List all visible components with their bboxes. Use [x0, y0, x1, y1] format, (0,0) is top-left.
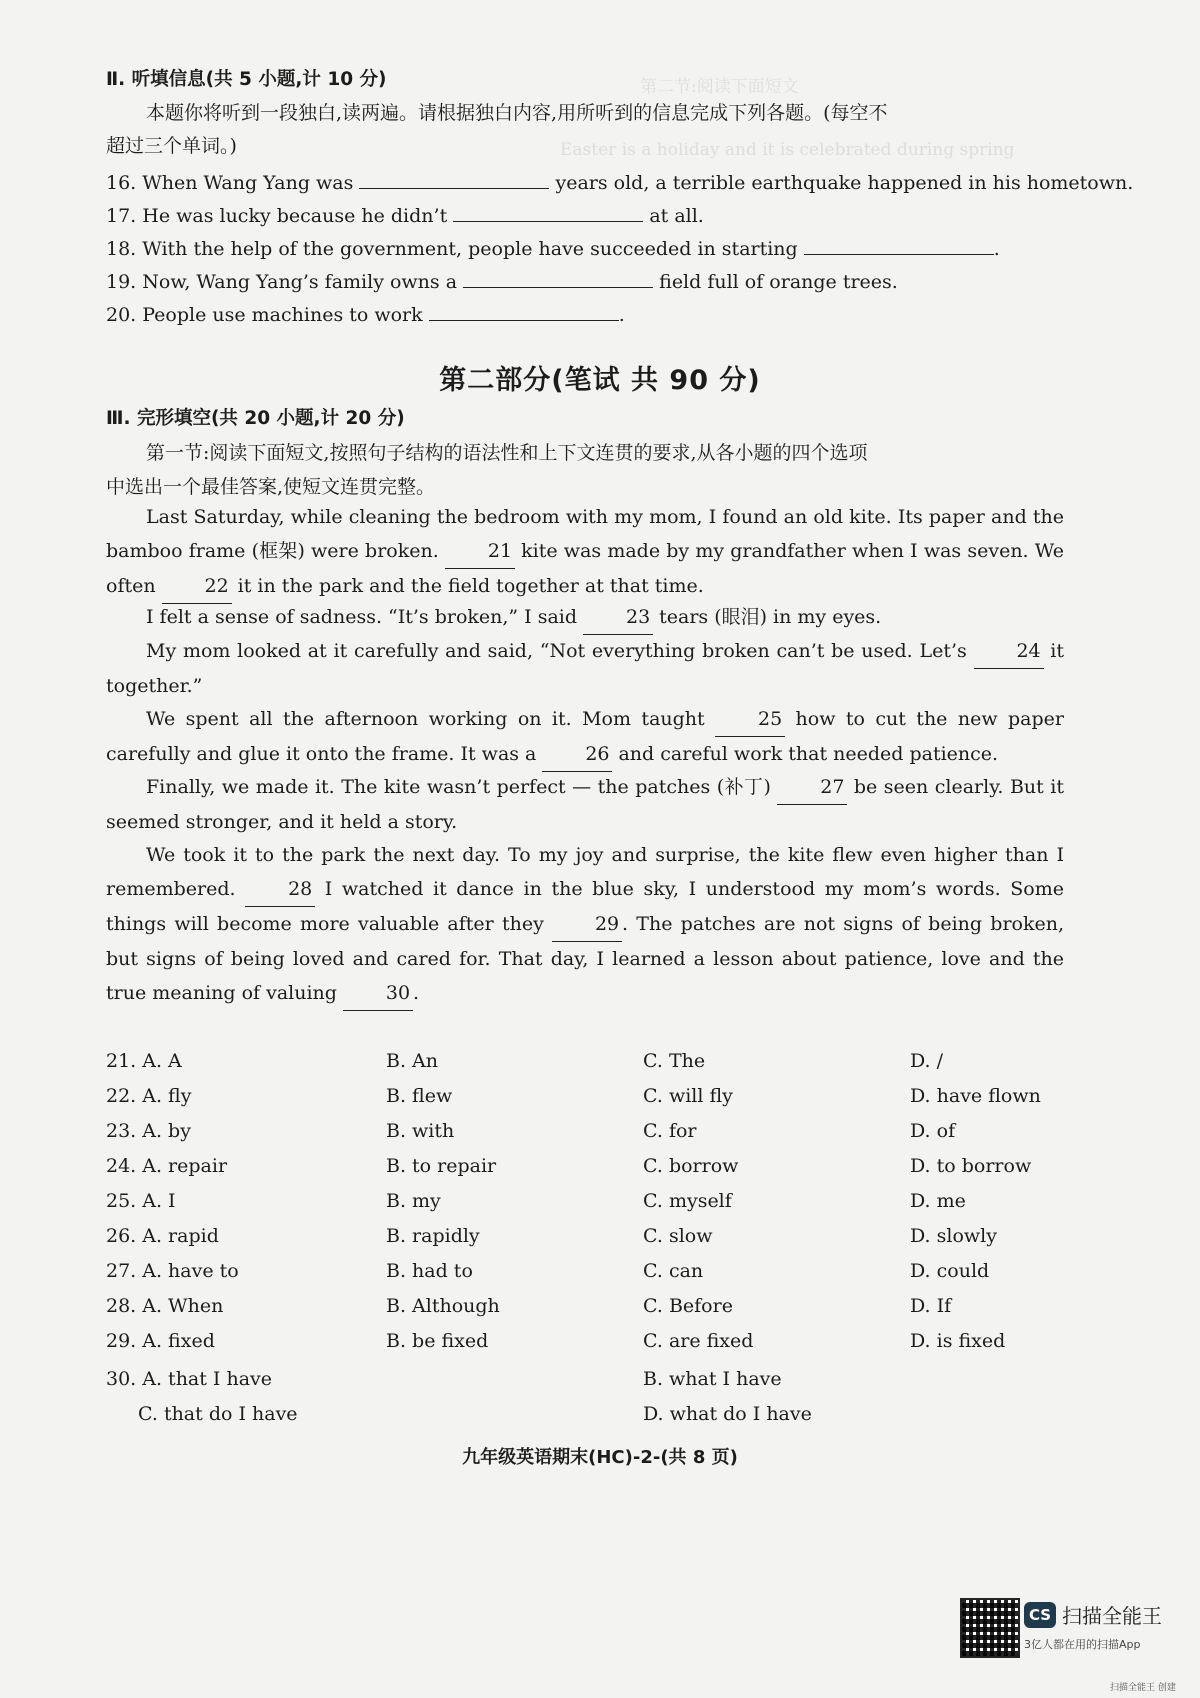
passage-text: . The patches are not signs of being broken, but signs of being loved and cared for. That day, I learned a lesson about patience, love and the true meaning of valuing	[106, 913, 1064, 1004]
passage-text: tears (眼泪) in my eyes.	[653, 606, 882, 628]
passage-text: We took it to the park the next day. To my joy and surprise, the kite flew even higher than I remembered.	[106, 844, 1064, 900]
passage-text: I felt a sense of sadness. “It’s broken,” I said	[146, 606, 584, 628]
cloze-blank-30[interactable]: 30	[343, 976, 413, 1011]
question-19: 19. Now, Wang Yang’s family owns a field full of orange trees.	[106, 267, 898, 295]
option-25-a[interactable]: 25. A. I	[106, 1190, 176, 1212]
option-27-a[interactable]: 27. A. have to	[106, 1260, 239, 1282]
answer-blank-19[interactable]	[463, 267, 653, 288]
option-23-c[interactable]: C. for	[643, 1120, 697, 1142]
cloze-blank-26[interactable]: 26	[542, 737, 612, 772]
passage-text: kite was made by my grandfather when I was seven. We often	[106, 540, 1064, 597]
option-21-a[interactable]: 21. A. A	[106, 1050, 182, 1072]
option-26-b[interactable]: B. rapidly	[386, 1225, 480, 1247]
scanner-app-name: 扫描全能王	[1062, 1604, 1162, 1628]
option-29-c[interactable]: C. are fixed	[643, 1330, 754, 1352]
option-30-a[interactable]: 30. A. that I have	[106, 1368, 273, 1390]
question-17: 17. He was lucky because he didn’t at all.	[106, 201, 704, 229]
page-footer: 九年级英语期末(HC)-2-(共 8 页)	[462, 1447, 738, 1468]
cloze-blank-27[interactable]: 27	[777, 770, 847, 805]
option-22-d[interactable]: D. have flown	[910, 1085, 1041, 1107]
option-26-d[interactable]: D. slowly	[910, 1225, 997, 1247]
option-23-d[interactable]: D. of	[910, 1120, 956, 1142]
option-22-c[interactable]: C. will fly	[643, 1085, 733, 1107]
answer-blank-16[interactable]	[359, 168, 549, 189]
option-21-c[interactable]: C. The	[643, 1050, 706, 1072]
passage-paragraph-5	[106, 770, 1064, 839]
passage-text: Last Saturday, while cleaning the bedroom with my mom, I found an old kite. Its paper and the bamboo frame (框架) were broken.	[106, 506, 1064, 562]
answer-blank-18[interactable]	[804, 234, 994, 255]
option-23-a[interactable]: 23. A. by	[106, 1120, 191, 1142]
cloze-blank-24[interactable]: 24	[974, 634, 1044, 669]
option-27-d[interactable]: D. could	[910, 1260, 990, 1282]
option-25-b[interactable]: B. my	[386, 1190, 441, 1212]
passage-paragraph-3	[106, 634, 1064, 703]
passage-text: be seen clearly. But it seemed stronger, and it held a story.	[106, 776, 1064, 833]
qr-code-icon	[960, 1598, 1020, 1658]
bleed-through-text: Easter is a holiday and it is celebrated during spring	[560, 140, 1015, 160]
listening-instruction-2: 超过三个单词。)	[106, 135, 237, 157]
option-23-b[interactable]: B. with	[386, 1120, 455, 1142]
option-25-c[interactable]: C. myself	[643, 1190, 732, 1212]
cloze-heading: Ⅲ. 完形填空(共 20 小题,计 20 分)	[106, 408, 405, 429]
option-28-c[interactable]: C. Before	[643, 1295, 733, 1317]
scanner-created-note: 扫描全能王 创建	[1110, 1683, 1176, 1693]
listening-instruction-1: 本题你将听到一段独白,读两遍。请根据独白内容,用所听到的信息完成下列各题。(每空不	[146, 102, 888, 124]
cloze-blank-29[interactable]: 29	[552, 907, 622, 942]
option-26-a[interactable]: 26. A. rapid	[106, 1225, 219, 1247]
passage-text: it in the park and the field together at that time.	[231, 575, 704, 597]
passage-paragraph-2	[106, 600, 1064, 635]
option-22-a[interactable]: 22. A. fly	[106, 1085, 192, 1107]
option-28-a[interactable]: 28. A. When	[106, 1295, 224, 1317]
cloze-blank-28[interactable]: 28	[245, 872, 315, 907]
cloze-instruction-2: 中选出一个最佳答案,使短文连贯完整。	[106, 476, 436, 498]
answer-blank-17[interactable]	[453, 201, 643, 222]
option-24-b[interactable]: B. to repair	[386, 1155, 497, 1177]
question-16: 16. When Wang Yang was years old, a terrible earthquake happened in his hometown.	[106, 168, 1133, 196]
camscanner-logo-icon: CS	[1024, 1602, 1056, 1628]
option-22-b[interactable]: B. flew	[386, 1085, 453, 1107]
question-18: 18. With the help of the government, people have succeeded in starting .	[106, 234, 1000, 262]
option-24-c[interactable]: C. borrow	[643, 1155, 739, 1177]
option-21-d[interactable]: D. /	[910, 1050, 944, 1072]
passage-text: how to cut the new paper carefully and glue it onto the frame. It was a	[106, 708, 1064, 765]
option-24-d[interactable]: D. to borrow	[910, 1155, 1032, 1177]
option-29-a[interactable]: 29. A. fixed	[106, 1330, 215, 1352]
passage-paragraph-4	[106, 702, 1064, 772]
cloze-blank-25[interactable]: 25	[715, 702, 785, 737]
bleed-through-text: 第二节:阅读下面短文	[640, 77, 799, 97]
question-20: 20. People use machines to work .	[106, 300, 625, 328]
cloze-blank-21[interactable]: 21	[445, 534, 515, 569]
option-28-d[interactable]: D. If	[910, 1295, 952, 1317]
passage-paragraph-6	[106, 838, 1064, 1011]
passage-text: .	[412, 982, 420, 1004]
passage-text: My mom looked at it carefully and said, “Not everything broken can’t be used. Let’s	[146, 640, 974, 662]
passage-paragraph-1	[106, 500, 1064, 604]
passage-text: and careful work that needed patience.	[612, 743, 999, 765]
option-21-b[interactable]: B. An	[386, 1050, 438, 1072]
cloze-blank-22[interactable]: 22	[162, 569, 232, 604]
option-25-d[interactable]: D. me	[910, 1190, 966, 1212]
scanner-tagline: 3亿人都在用的扫描App	[1024, 1638, 1141, 1651]
passage-text: I watched it dance in the blue sky, I understood my mom’s words. Some things will become more valuable after they	[106, 878, 1064, 935]
option-28-b[interactable]: B. Although	[386, 1295, 500, 1317]
option-29-d[interactable]: D. is fixed	[910, 1330, 1006, 1352]
cloze-instruction-1: 第一节:阅读下面短文,按照句子结构的语法性和上下文连贯的要求,从各小题的四个选项	[146, 442, 868, 464]
passage-text: We spent all the afternoon working on it. Mom taught	[146, 708, 716, 730]
option-30-c[interactable]: C. that do I have	[138, 1403, 298, 1425]
cloze-blank-23[interactable]: 23	[583, 600, 653, 635]
option-27-b[interactable]: B. had to	[386, 1260, 473, 1282]
listening-heading: Ⅱ. 听填信息(共 5 小题,计 10 分)	[106, 69, 387, 90]
option-27-c[interactable]: C. can	[643, 1260, 704, 1282]
part-two-title: 第二部分(笔试 共 90 分)	[439, 365, 761, 396]
option-26-c[interactable]: C. slow	[643, 1225, 713, 1247]
option-24-a[interactable]: 24. A. repair	[106, 1155, 228, 1177]
option-29-b[interactable]: B. be fixed	[386, 1330, 489, 1352]
passage-text: it together.”	[106, 640, 1064, 697]
answer-blank-20[interactable]	[429, 300, 619, 321]
option-30-d[interactable]: D. what do I have	[643, 1403, 812, 1425]
passage-text: Finally, we made it. The kite wasn’t perfect — the patches (补丁)	[146, 776, 778, 798]
option-30-b[interactable]: B. what I have	[643, 1368, 782, 1390]
